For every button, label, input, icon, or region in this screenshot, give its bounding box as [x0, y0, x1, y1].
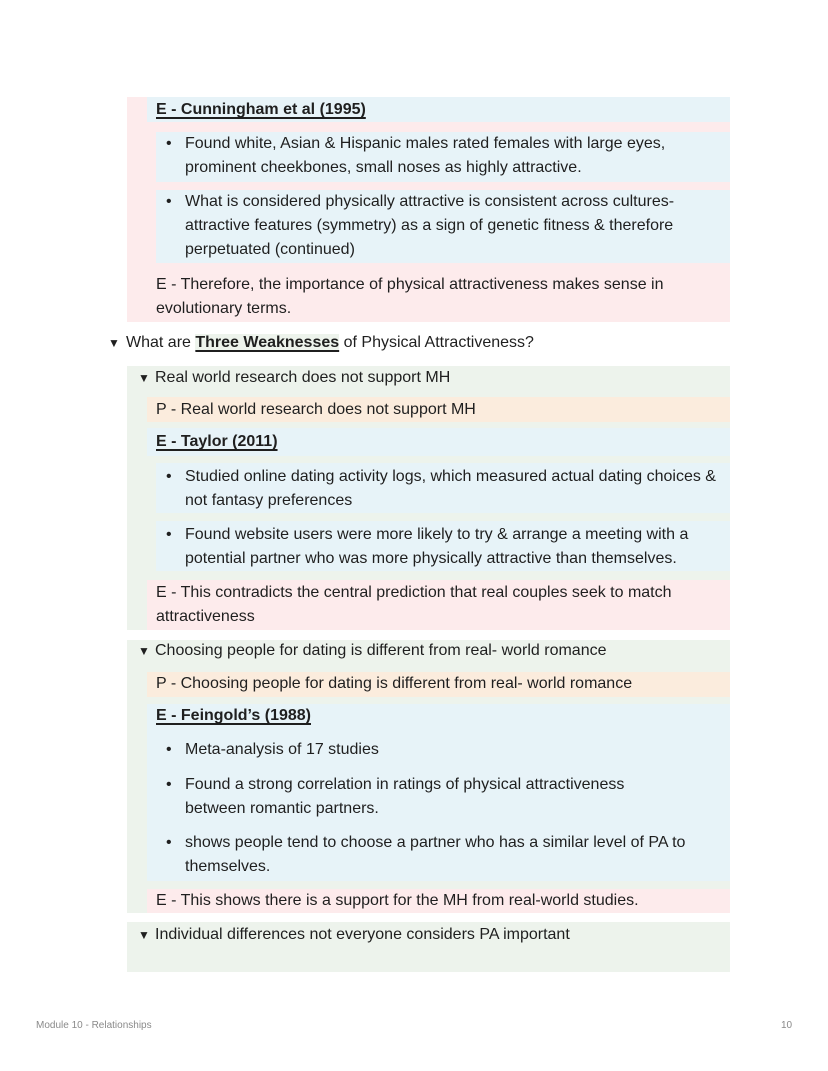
explain-text: E - This contradicts the central prediction that real couples seek to match attractiveness [156, 584, 672, 625]
evidence-heading: E - Feingold’s (1988) [156, 707, 311, 724]
weakness-toggle-1[interactable]: Real world research does not support MH [155, 369, 451, 386]
bullet-text: Found website users were more likely to try & arrange a meeting with a potential partner who was more physically attractive than themselves. [185, 526, 689, 567]
bullet-text: Studied online dating activity logs, which measured actual dating choices & not fantasy preferences [185, 468, 716, 509]
heading-suffix: of Physical Attractiveness? [339, 334, 534, 351]
bullet-text: Found a strong correlation in ratings of physical attractiveness between romantic partners. [185, 776, 625, 817]
bullet-text: What is considered physically attractive is consistent across cultures- attractive features (symmetry) as a sign of genetic fitness & therefore perpetuated (continued) [185, 193, 675, 258]
bullet-text: shows people tend to choose a partner who has a similar level of PA to themselves. [185, 834, 686, 875]
point-text: P - Choosing people for dating is different from real- world romance [156, 675, 633, 692]
point-text: P - Real world research does not support MH [156, 401, 476, 418]
bullet-icon: • [166, 776, 172, 793]
explain-text: E - Therefore, the importance of physical attractiveness makes sense in evolutionary terms. [156, 276, 664, 317]
toggle-triangle-icon[interactable]: ▼ [138, 928, 150, 942]
bullet-icon: • [166, 834, 172, 851]
heading-highlight: Three Weaknesses [195, 334, 340, 351]
bullet-icon: • [166, 526, 172, 543]
toggle-triangle-icon[interactable]: ▼ [108, 336, 120, 350]
evidence-heading: E - Taylor (2011) [156, 433, 278, 450]
toggle-triangle-icon[interactable]: ▼ [138, 644, 150, 658]
bullet-icon: • [166, 135, 172, 152]
explain-text: E - This shows there is a support for the MH from real-world studies. [156, 892, 639, 909]
toggle-triangle-icon[interactable]: ▼ [138, 371, 150, 385]
evidence-heading: E - Cunningham et al (1995) [156, 101, 366, 118]
bullet-text: Meta-analysis of 17 studies [185, 741, 379, 758]
bullet-icon: • [166, 741, 172, 758]
bullet-icon: • [166, 193, 172, 210]
weaknesses-toggle-heading[interactable] [126, 331, 534, 355]
heading-prefix: What are [126, 334, 196, 351]
bullet-text: Found white, Asian & Hispanic males rated females with large eyes, prominent cheekbones, small noses as highly attractive. [185, 135, 666, 176]
weakness-toggle-3[interactable]: Individual differences not everyone considers PA important [155, 926, 570, 943]
page-number: 10 [781, 1020, 793, 1031]
footer-module-title: Module 10 - Relationships [36, 1020, 152, 1031]
bullet-icon: • [166, 468, 172, 485]
weakness-toggle-2[interactable]: Choosing people for dating is different from real- world romance [155, 642, 607, 659]
